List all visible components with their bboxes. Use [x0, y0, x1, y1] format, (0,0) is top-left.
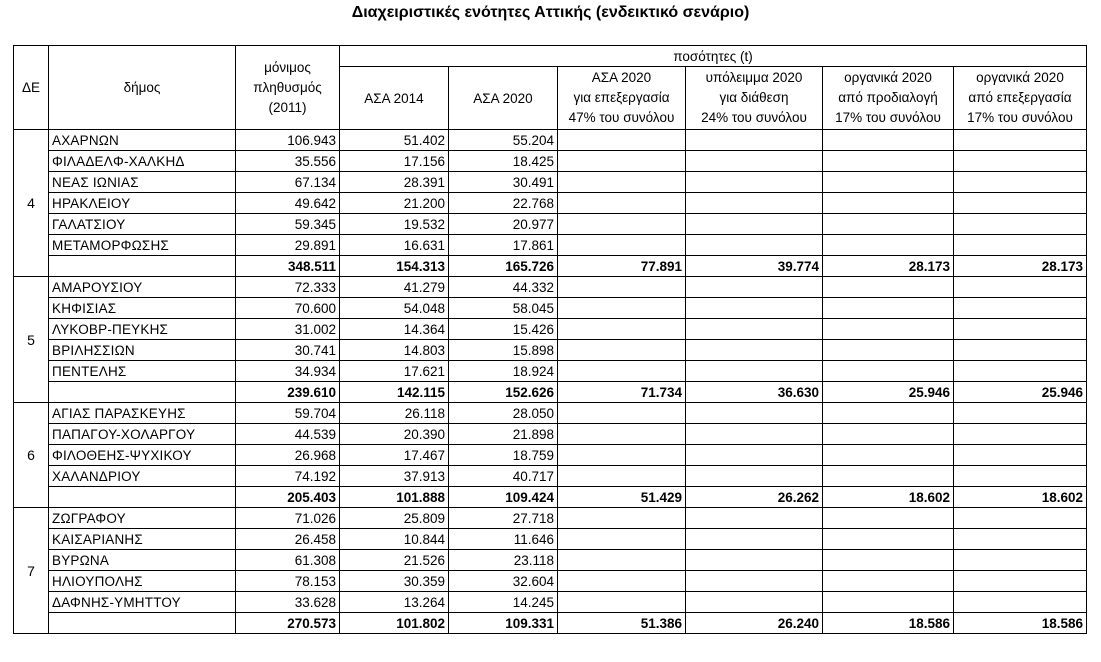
residue-cell	[686, 529, 823, 550]
total-processing-cell: 51.429	[558, 487, 686, 508]
total-row	[14, 487, 1087, 508]
municipality-cell: ΛΥΚΟΒΡ-ΠΕΥΚΗΣ	[49, 319, 236, 340]
asa2020-cell: 15.426	[449, 319, 558, 340]
population-cell: 72.333	[236, 277, 340, 298]
organic-presort-cell	[823, 550, 954, 571]
processing-cell	[558, 529, 686, 550]
de-cell: 5	[14, 277, 49, 403]
page-title: Διαχειριστικές ενότητες Αττικής (ενδεικτικό σενάριο)	[351, 4, 750, 21]
residue-cell	[686, 466, 823, 487]
table-row	[14, 172, 1087, 193]
organic-processing-cell	[954, 592, 1087, 613]
processing-cell	[558, 277, 686, 298]
organic-processing-cell	[954, 571, 1087, 592]
municipality-cell: ΝΕΑΣ ΙΩΝΙΑΣ	[49, 172, 236, 193]
residue-cell	[686, 130, 823, 151]
asa2014-cell: 25.809	[340, 508, 449, 529]
table-row	[14, 361, 1087, 382]
total-asa2020-cell: 152.626	[449, 382, 558, 403]
population-cell: 35.556	[236, 151, 340, 172]
asa2020-cell: 23.118	[449, 550, 558, 571]
municipality-cell: ΚΑΙΣΑΡΙΑΝΗΣ	[49, 529, 236, 550]
population-cell: 31.002	[236, 319, 340, 340]
table-row	[14, 130, 1087, 151]
de-cell: 7	[14, 508, 49, 634]
processing-cell	[558, 424, 686, 445]
organic-presort-cell	[823, 445, 954, 466]
table-row	[14, 319, 1087, 340]
residue-cell	[686, 193, 823, 214]
asa2020-cell: 18.759	[449, 445, 558, 466]
table-row	[14, 424, 1087, 445]
organic-presort-cell	[823, 319, 954, 340]
header-population: μόνιμος πληθυσμός (2011)	[236, 46, 340, 130]
population-cell: 67.134	[236, 172, 340, 193]
municipality-cell: ΧΑΛΑΝΔΡΙΟΥ	[49, 466, 236, 487]
asa2020-cell: 11.646	[449, 529, 558, 550]
total-residue-cell: 36.630	[686, 382, 823, 403]
header-residue: υπόλειμμα 2020 για διάθεση 24% του συνόλου	[686, 67, 823, 130]
total-asa2014-cell: 101.888	[340, 487, 449, 508]
municipality-cell: ΒΡΙΛΗΣΣΙΩΝ	[49, 340, 236, 361]
population-cell: 59.704	[236, 403, 340, 424]
de-cell: 4	[14, 130, 49, 277]
header-dimos: δήμος	[49, 46, 236, 130]
table-row	[14, 445, 1087, 466]
organic-presort-cell	[823, 151, 954, 172]
organic-processing-cell	[954, 235, 1087, 256]
municipality-cell: ΑΧΑΡΝΩΝ	[49, 130, 236, 151]
total-label-cell	[49, 487, 236, 508]
asa2020-cell: 28.050	[449, 403, 558, 424]
de-cell: 6	[14, 403, 49, 508]
asa2020-cell: 44.332	[449, 277, 558, 298]
asa2014-cell: 17.156	[340, 151, 449, 172]
organic-presort-cell	[823, 130, 954, 151]
residue-cell	[686, 319, 823, 340]
municipality-cell: ΠΑΠΑΓΟΥ-ΧΟΛΑΡΓΟΥ	[49, 424, 236, 445]
asa2014-cell: 21.200	[340, 193, 449, 214]
table-header	[14, 46, 1087, 130]
residue-cell	[686, 361, 823, 382]
municipality-cell: ΖΩΓΡΑΦΟΥ	[49, 508, 236, 529]
asa2020-cell: 40.717	[449, 466, 558, 487]
processing-cell	[558, 571, 686, 592]
residue-cell	[686, 151, 823, 172]
organic-presort-cell	[823, 214, 954, 235]
municipality-cell: ΦΙΛΟΘΕΗΣ-ΨΥΧΙΚΟΥ	[49, 445, 236, 466]
asa2014-cell: 14.364	[340, 319, 449, 340]
organic-processing-cell	[954, 424, 1087, 445]
total-residue-cell: 26.240	[686, 613, 823, 634]
organic-processing-cell	[954, 214, 1087, 235]
total-population-cell: 239.610	[236, 382, 340, 403]
processing-cell	[558, 403, 686, 424]
asa2014-cell: 26.118	[340, 403, 449, 424]
data-table	[13, 45, 1087, 634]
total-processing-cell: 77.891	[558, 256, 686, 277]
municipality-cell: ΗΛΙΟΥΠΟΛΗΣ	[49, 571, 236, 592]
organic-presort-cell	[823, 529, 954, 550]
total-asa2014-cell: 142.115	[340, 382, 449, 403]
asa2014-cell: 51.402	[340, 130, 449, 151]
total-population-cell: 270.573	[236, 613, 340, 634]
total-row	[14, 256, 1087, 277]
header-organic-processing: οργανικά 2020 από επεξεργασία 17% του συνόλου	[954, 67, 1087, 130]
population-cell: 26.458	[236, 529, 340, 550]
asa2020-cell: 22.768	[449, 193, 558, 214]
residue-cell	[686, 214, 823, 235]
processing-cell	[558, 130, 686, 151]
processing-cell	[558, 592, 686, 613]
total-row	[14, 613, 1087, 634]
total-organic-presort-cell: 18.602	[823, 487, 954, 508]
total-row	[14, 382, 1087, 403]
organic-presort-cell	[823, 571, 954, 592]
organic-processing-cell	[954, 277, 1087, 298]
table-row	[14, 235, 1087, 256]
municipality-cell: ΓΑΛΑΤΣΙΟΥ	[49, 214, 236, 235]
asa2014-cell: 28.391	[340, 172, 449, 193]
table-body	[14, 130, 1087, 634]
asa2014-cell: 37.913	[340, 466, 449, 487]
asa2020-cell: 32.604	[449, 571, 558, 592]
population-cell: 29.891	[236, 235, 340, 256]
organic-processing-cell	[954, 340, 1087, 361]
organic-presort-cell	[823, 508, 954, 529]
table-row	[14, 340, 1087, 361]
table-row	[14, 508, 1087, 529]
total-organic-processing-cell: 18.586	[954, 613, 1087, 634]
total-population-cell: 205.403	[236, 487, 340, 508]
residue-cell	[686, 424, 823, 445]
organic-presort-cell	[823, 424, 954, 445]
organic-processing-cell	[954, 361, 1087, 382]
table-row	[14, 571, 1087, 592]
processing-cell	[558, 214, 686, 235]
population-cell: 106.943	[236, 130, 340, 151]
residue-cell	[686, 277, 823, 298]
asa2020-cell: 18.924	[449, 361, 558, 382]
asa2014-cell: 21.526	[340, 550, 449, 571]
processing-cell	[558, 340, 686, 361]
organic-processing-cell	[954, 550, 1087, 571]
organic-presort-cell	[823, 466, 954, 487]
asa2020-cell: 21.898	[449, 424, 558, 445]
residue-cell	[686, 172, 823, 193]
organic-processing-cell	[954, 130, 1087, 151]
total-residue-cell: 26.262	[686, 487, 823, 508]
asa2020-cell: 14.245	[449, 592, 558, 613]
organic-processing-cell	[954, 193, 1087, 214]
total-residue-cell: 39.774	[686, 256, 823, 277]
asa2020-cell: 58.045	[449, 298, 558, 319]
table-row	[14, 529, 1087, 550]
municipality-cell: ΦΙΛΑΔΕΛΦ-ΧΑΛΚΗΔ	[49, 151, 236, 172]
processing-cell	[558, 319, 686, 340]
organic-presort-cell	[823, 298, 954, 319]
municipality-cell: ΑΜΑΡΟΥΣΙΟΥ	[49, 277, 236, 298]
organic-presort-cell	[823, 235, 954, 256]
asa2020-cell: 17.861	[449, 235, 558, 256]
municipality-cell: ΒΥΡΩΝΑ	[49, 550, 236, 571]
asa2014-cell: 14.803	[340, 340, 449, 361]
population-cell: 30.741	[236, 340, 340, 361]
municipality-cell: ΑΓΙΑΣ ΠΑΡΑΣΚΕΥΗΣ	[49, 403, 236, 424]
population-cell: 33.628	[236, 592, 340, 613]
organic-presort-cell	[823, 340, 954, 361]
total-label-cell	[49, 256, 236, 277]
total-organic-presort-cell: 25.946	[823, 382, 954, 403]
asa2014-cell: 20.390	[340, 424, 449, 445]
asa2014-cell: 54.048	[340, 298, 449, 319]
asa2020-cell: 20.977	[449, 214, 558, 235]
processing-cell	[558, 172, 686, 193]
total-asa2020-cell: 109.424	[449, 487, 558, 508]
table-row	[14, 277, 1087, 298]
total-organic-presort-cell: 28.173	[823, 256, 954, 277]
residue-cell	[686, 340, 823, 361]
processing-cell	[558, 550, 686, 571]
residue-cell	[686, 592, 823, 613]
municipality-cell: ΚΗΦΙΣΙΑΣ	[49, 298, 236, 319]
total-processing-cell: 51.386	[558, 613, 686, 634]
asa2020-cell: 55.204	[449, 130, 558, 151]
organic-processing-cell	[954, 172, 1087, 193]
asa2014-cell: 30.359	[340, 571, 449, 592]
population-cell: 34.934	[236, 361, 340, 382]
organic-presort-cell	[823, 592, 954, 613]
header-organic-presort: οργανικά 2020 από προδιαλογή 17% του συνόλου	[823, 67, 954, 130]
organic-processing-cell	[954, 529, 1087, 550]
table-row	[14, 403, 1087, 424]
total-processing-cell: 71.734	[558, 382, 686, 403]
table-row	[14, 151, 1087, 172]
header-asa2014: ΑΣΑ 2014	[340, 67, 449, 130]
processing-cell	[558, 298, 686, 319]
table-row	[14, 214, 1087, 235]
population-cell: 44.539	[236, 424, 340, 445]
processing-cell	[558, 466, 686, 487]
residue-cell	[686, 298, 823, 319]
asa2014-cell: 13.264	[340, 592, 449, 613]
header-asa2020: ΑΣΑ 2020	[449, 67, 558, 130]
header-quantities: ποσότητες (t)	[340, 46, 1087, 67]
asa2014-cell: 16.631	[340, 235, 449, 256]
asa2014-cell: 17.621	[340, 361, 449, 382]
municipality-cell: ΜΕΤΑΜΟΡΦΩΣΗΣ	[49, 235, 236, 256]
organic-processing-cell	[954, 466, 1087, 487]
population-cell: 59.345	[236, 214, 340, 235]
population-cell: 49.642	[236, 193, 340, 214]
organic-presort-cell	[823, 193, 954, 214]
organic-processing-cell	[954, 319, 1087, 340]
population-cell: 70.600	[236, 298, 340, 319]
processing-cell	[558, 193, 686, 214]
residue-cell	[686, 571, 823, 592]
organic-presort-cell	[823, 172, 954, 193]
processing-cell	[558, 361, 686, 382]
total-asa2020-cell: 109.331	[449, 613, 558, 634]
residue-cell	[686, 550, 823, 571]
header-processing: ΑΣΑ 2020 για επεξεργασία 47% του συνόλου	[558, 67, 686, 130]
asa2020-cell: 15.898	[449, 340, 558, 361]
total-organic-presort-cell: 18.586	[823, 613, 954, 634]
asa2014-cell: 41.279	[340, 277, 449, 298]
total-asa2020-cell: 165.726	[449, 256, 558, 277]
organic-processing-cell	[954, 151, 1087, 172]
organic-presort-cell	[823, 403, 954, 424]
asa2014-cell: 10.844	[340, 529, 449, 550]
residue-cell	[686, 235, 823, 256]
organic-processing-cell	[954, 508, 1087, 529]
total-population-cell: 348.511	[236, 256, 340, 277]
total-organic-processing-cell: 25.946	[954, 382, 1087, 403]
organic-presort-cell	[823, 361, 954, 382]
processing-cell	[558, 445, 686, 466]
total-organic-processing-cell: 28.173	[954, 256, 1087, 277]
municipality-cell: ΠΕΝΤΕΛΗΣ	[49, 361, 236, 382]
municipality-cell: ΔΑΦΝΗΣ-ΥΜΗΤΤΟΥ	[49, 592, 236, 613]
organic-processing-cell	[954, 298, 1087, 319]
processing-cell	[558, 151, 686, 172]
organic-processing-cell	[954, 403, 1087, 424]
residue-cell	[686, 445, 823, 466]
municipality-cell: ΗΡΑΚΛΕΙΟΥ	[49, 193, 236, 214]
total-asa2014-cell: 101.802	[340, 613, 449, 634]
residue-cell	[686, 508, 823, 529]
residue-cell	[686, 403, 823, 424]
table-row	[14, 298, 1087, 319]
asa2020-cell: 30.491	[449, 172, 558, 193]
total-organic-processing-cell: 18.602	[954, 487, 1087, 508]
processing-cell	[558, 508, 686, 529]
table-row	[14, 193, 1087, 214]
total-asa2014-cell: 154.313	[340, 256, 449, 277]
processing-cell	[558, 235, 686, 256]
organic-presort-cell	[823, 277, 954, 298]
asa2020-cell: 27.718	[449, 508, 558, 529]
population-cell: 26.968	[236, 445, 340, 466]
header-de: ΔΕ	[14, 46, 49, 130]
asa2014-cell: 19.532	[340, 214, 449, 235]
table-row	[14, 550, 1087, 571]
organic-processing-cell	[954, 445, 1087, 466]
population-cell: 74.192	[236, 466, 340, 487]
total-label-cell	[49, 613, 236, 634]
total-label-cell	[49, 382, 236, 403]
table-row	[14, 592, 1087, 613]
asa2014-cell: 17.467	[340, 445, 449, 466]
asa2020-cell: 18.425	[449, 151, 558, 172]
population-cell: 71.026	[236, 508, 340, 529]
population-cell: 61.308	[236, 550, 340, 571]
population-cell: 78.153	[236, 571, 340, 592]
table-row	[14, 466, 1087, 487]
